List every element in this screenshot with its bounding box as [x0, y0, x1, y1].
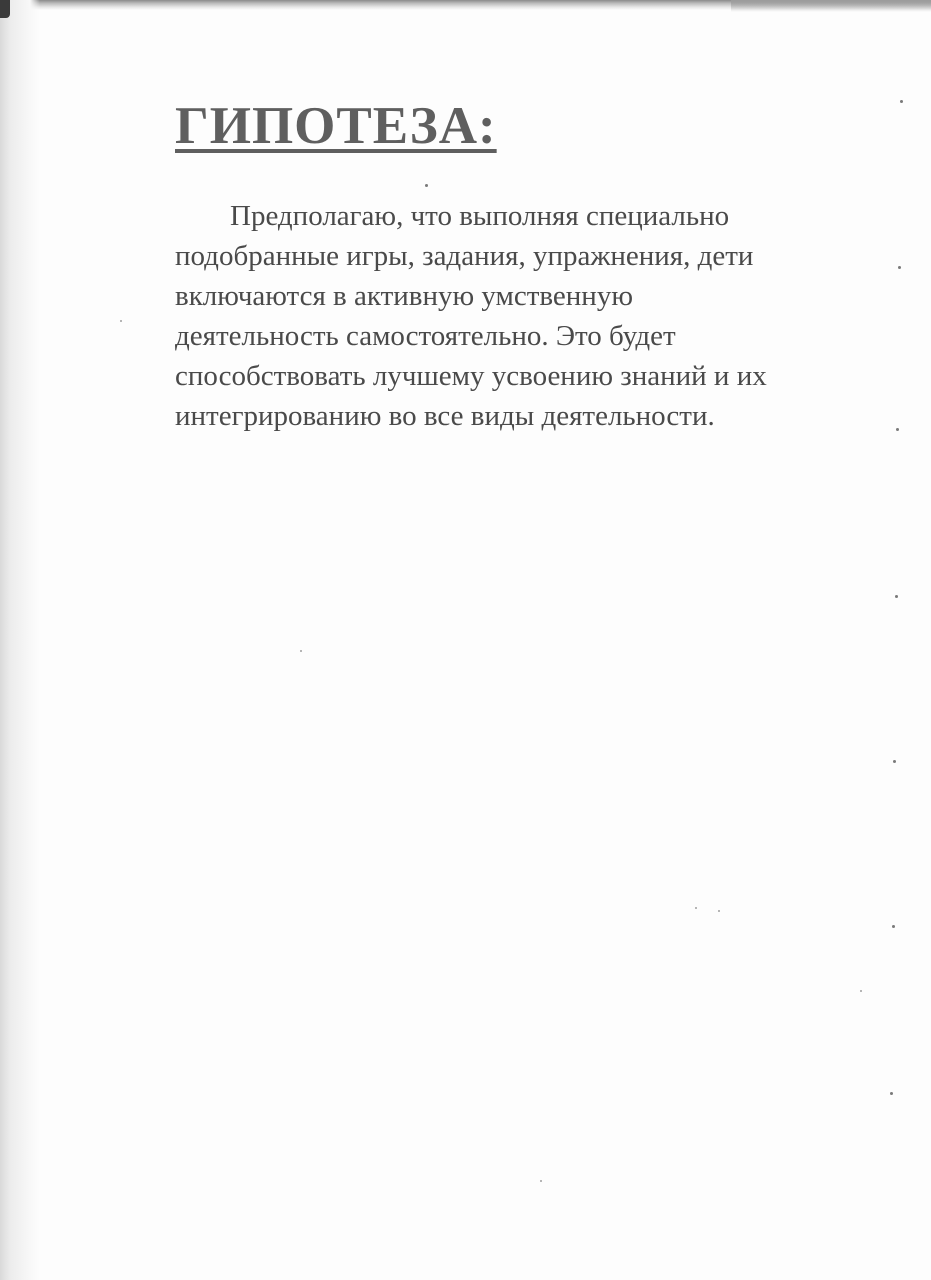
scan-speck	[860, 990, 862, 992]
scan-speck	[425, 184, 428, 187]
scan-corner-mark	[0, 0, 10, 18]
scan-speck	[718, 910, 720, 912]
paragraph-line: интегрированию во все виды деятельности.	[175, 400, 715, 432]
scan-speck	[900, 100, 903, 103]
paragraph-line: деятельность самостоятельно. Это будет	[175, 320, 676, 352]
scan-speck	[896, 428, 899, 431]
scan-speck	[893, 760, 896, 763]
scan-speck	[120, 320, 122, 322]
scan-speck	[892, 925, 895, 928]
paragraph-line: Предполагаю, что выполняя специально	[230, 200, 730, 232]
scan-speck	[540, 1180, 542, 1182]
scan-left-edge	[0, 0, 40, 1280]
scan-speck	[695, 907, 697, 909]
paragraph-line: включаются в активную умственную	[175, 280, 633, 312]
scan-speck	[895, 595, 898, 598]
scan-speck	[890, 1092, 893, 1095]
scan-speck	[300, 650, 302, 652]
paragraph-line: способствовать лучшему усвоению знаний и их	[175, 360, 767, 392]
scan-speck	[898, 266, 901, 269]
scan-top-shadow	[731, 0, 931, 12]
hypothesis-paragraph	[175, 196, 875, 436]
paragraph-line: подобранные игры, задания, упражнения, дети	[175, 240, 754, 272]
page-title: ГИПОТЕЗА:	[175, 97, 497, 155]
